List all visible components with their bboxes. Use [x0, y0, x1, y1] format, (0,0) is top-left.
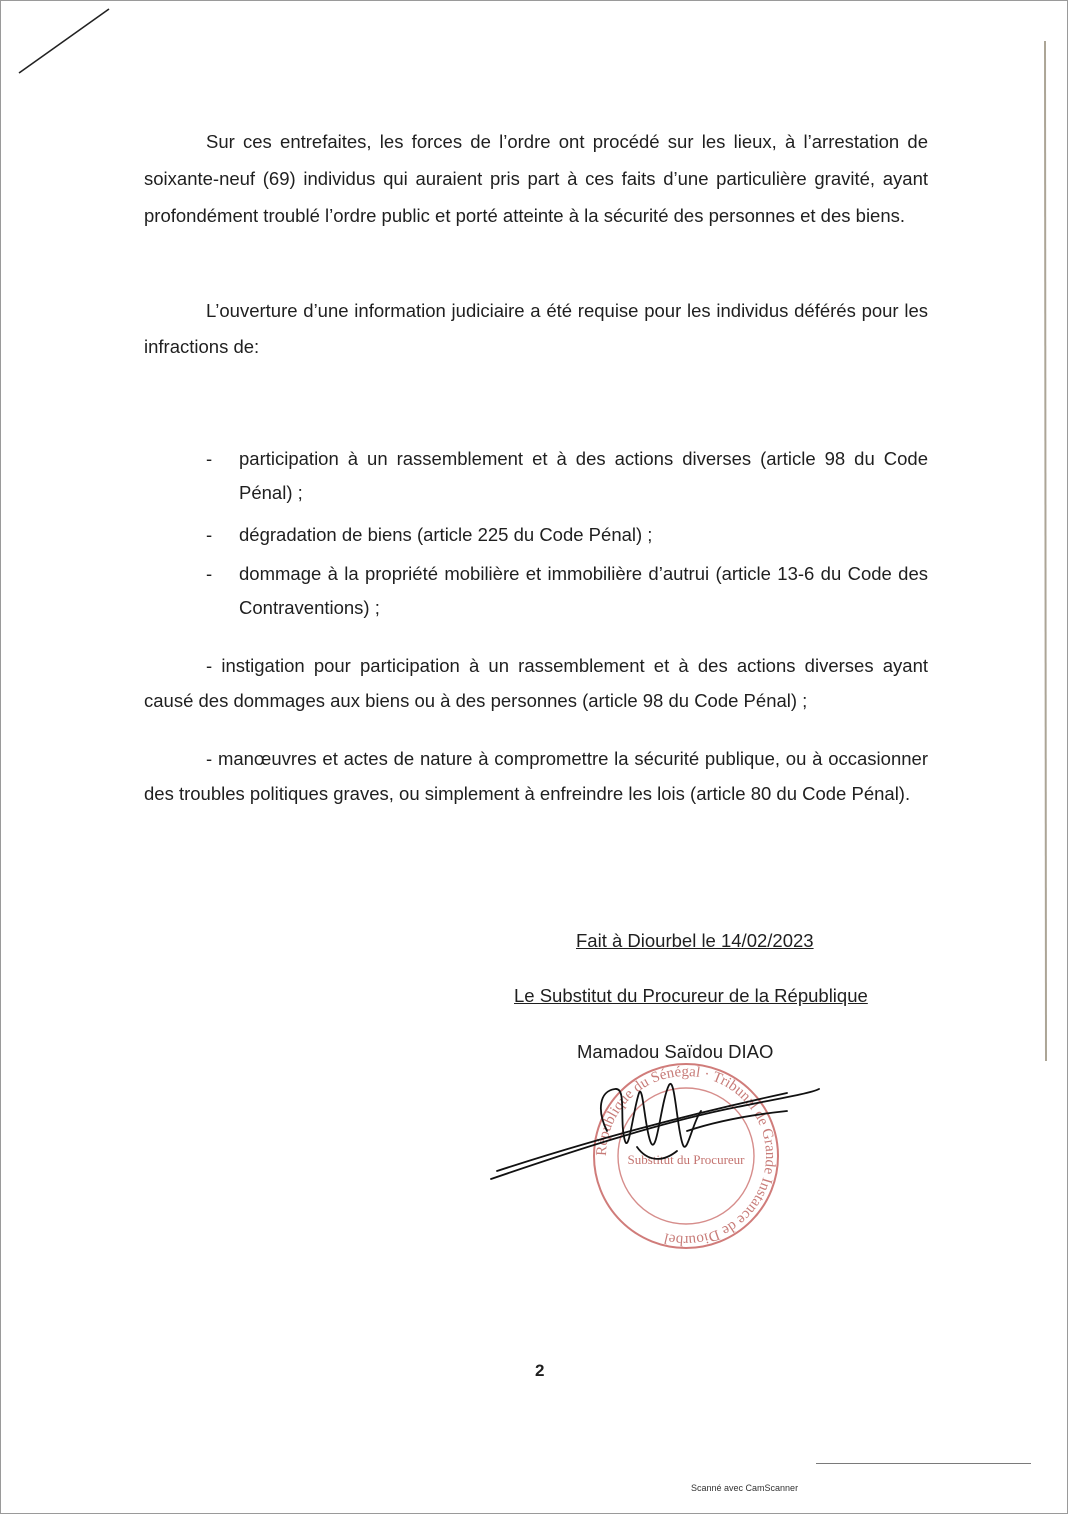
scan-edge-shadow [1041, 41, 1049, 1061]
bullet-text: dégradation de biens (article 225 du Code Pénal) ; [239, 524, 653, 545]
svg-text:République du Sénégal · Tribun: République du Sénégal · Tribunal de Grande Instance de Diourbel [593, 1063, 779, 1249]
scanner-watermark: Scanné avec CamScanner [691, 1483, 799, 1493]
list-item [206, 518, 928, 552]
footer-divider [816, 1463, 1031, 1464]
handwritten-signature [487, 1071, 827, 1191]
paragraph-instigation: - instigation pour participation à un rassemblement et à des actions diverses ayant causé des dommages aux biens ou à des personnes (article 98 du Code Pénal) ; [144, 655, 928, 711]
paragraph-manoeuvres: - manœuvres et actes de nature à compromettre la sécurité publique, ou à occasionner des troubles politiques graves, ou simplement à enfreindre les lois (article 80 du Code Pénal). [144, 748, 928, 804]
page-number: 2 [535, 1361, 545, 1380]
scan-corner-fold [1, 1, 121, 81]
paragraph-judicial-inquiry: L’ouverture d’une information judiciaire a été requise pour les individus déférés pour les infractions de: [144, 300, 928, 357]
signatory-title: Le Substitut du Procureur de la République [514, 985, 868, 1006]
bullet-dash: - [206, 524, 213, 545]
svg-text:Substitut du Procureur: Substitut du Procureur [627, 1152, 745, 1167]
list-item [206, 557, 928, 625]
bullet-dash: - [206, 563, 213, 584]
list-item [206, 442, 928, 510]
bullet-text: participation à un rassemblement et à des actions diverses (article 98 du Code Pénal) ; [239, 448, 928, 503]
bullet-text: dommage à la propriété mobilière et immobilière d’autrui (article 13-6 du Code des Contraventions) ; [239, 563, 928, 618]
signatory-name: Mamadou Saïdou DIAO [577, 1041, 774, 1062]
paragraph-arrests: Sur ces entrefaites, les forces de l’ordre ont procédé sur les lieux, à l’arrestation de soixante-neuf (69) individus qui auraient pris part à ces faits d’une particulière gravité, ayant profondément troublé l’ordre public et porté atteinte à la sécurité des personnes et des biens. [144, 131, 928, 226]
bullet-dash: - [206, 448, 213, 469]
place-date: Fait à Diourbel le 14/02/2023 [576, 930, 814, 951]
